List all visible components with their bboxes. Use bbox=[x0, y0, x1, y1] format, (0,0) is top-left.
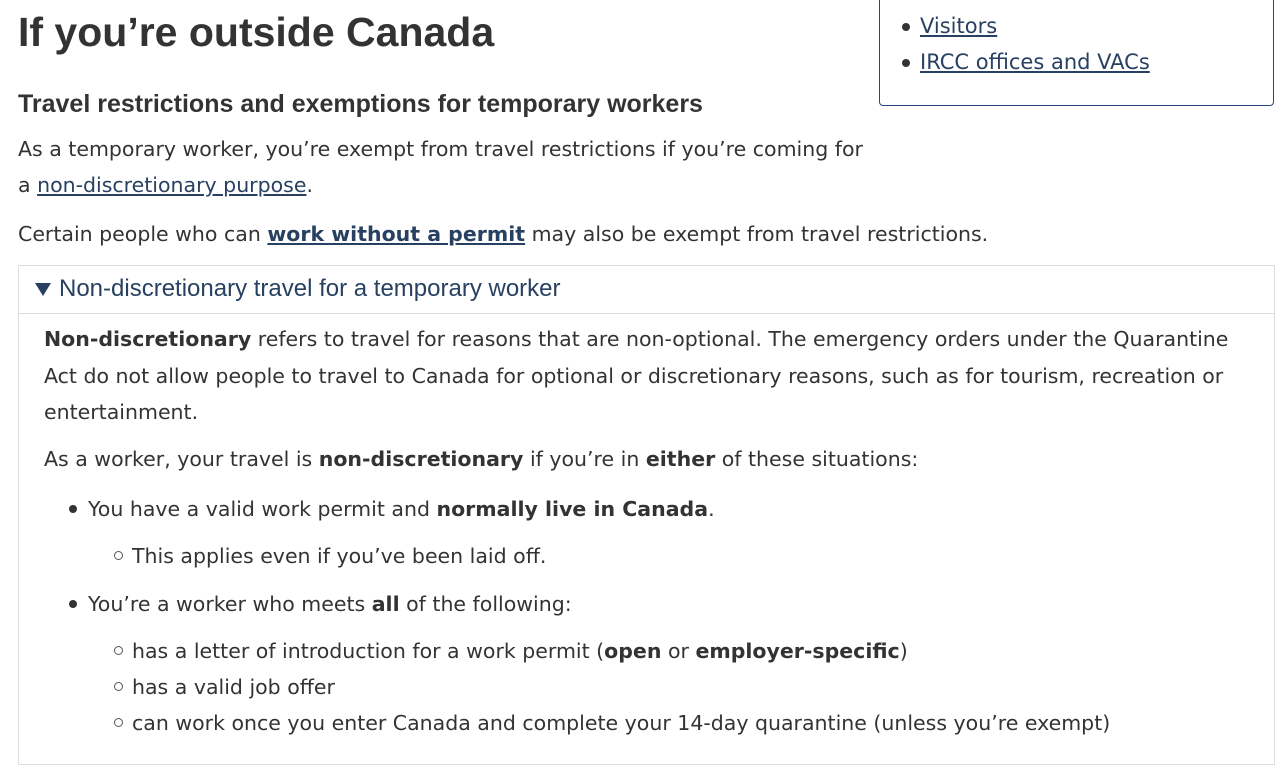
intro-text: of these situations: bbox=[715, 447, 919, 471]
item-bold-text: all bbox=[371, 592, 400, 616]
sub-item-bold-text: open bbox=[604, 639, 662, 663]
details-summary-label: Non-discretionary travel for a temporary worker bbox=[59, 275, 561, 302]
list-item bbox=[920, 44, 1150, 80]
situations-intro bbox=[44, 441, 918, 477]
sub-item-text: or bbox=[661, 639, 696, 663]
details-summary-toggle[interactable] bbox=[19, 266, 1274, 314]
item-text: You’re a worker who meets bbox=[88, 592, 372, 616]
item-text: of the following: bbox=[399, 592, 572, 616]
related-links-list bbox=[920, 8, 1150, 80]
link-visitors[interactable]: Visitors bbox=[920, 14, 998, 38]
sub-item-text: has a valid job offer bbox=[132, 675, 335, 699]
work-without-permit-paragraph bbox=[18, 216, 1218, 252]
sub-list-item bbox=[132, 633, 908, 669]
definition-term: Non-discretionary bbox=[44, 327, 252, 351]
paragraph-text: may also be exempt from travel restrictions. bbox=[525, 222, 989, 246]
intro-bold-text: either bbox=[645, 447, 716, 471]
sub-list-item bbox=[132, 705, 1110, 741]
intro-text: if you’re in bbox=[523, 447, 646, 471]
sub-list-item bbox=[132, 538, 546, 574]
section-heading: Travel restrictions and exemptions for temporary workers bbox=[18, 90, 703, 118]
expanded-triangle-icon bbox=[35, 283, 51, 296]
definition-paragraph bbox=[44, 321, 1244, 431]
sub-item-bold-text: employer-specific bbox=[695, 639, 900, 663]
details-panel bbox=[18, 265, 1275, 765]
page-title: If you’re outside Canada bbox=[18, 9, 495, 55]
intro-bold-text: non-discretionary bbox=[318, 447, 524, 471]
paragraph-text: Certain people who can bbox=[18, 222, 268, 246]
item-bold-text: normally live in Canada bbox=[436, 497, 709, 521]
intro-text: As a worker, your travel is bbox=[44, 447, 319, 471]
work-without-permit-link[interactable]: work without a permit bbox=[267, 222, 526, 246]
definition-text: refers to travel for reasons that are non-optional. The emergency orders under the Quarantine Act do not allow people to travel to Canada for optional or discretionary reasons, such as for tourism, recreation or entertainment. bbox=[44, 327, 1229, 424]
details-body bbox=[44, 321, 1244, 735]
paragraph-text: . bbox=[306, 173, 313, 197]
list-item bbox=[920, 8, 1150, 44]
sub-item-text: can work once you enter Canada and complete your 14-day quarantine (unless you’re exempt) bbox=[132, 711, 1111, 735]
list-item bbox=[88, 491, 715, 527]
related-links-box bbox=[879, 0, 1274, 106]
sub-item-text: This applies even if you’ve been laid off. bbox=[132, 544, 547, 568]
sub-list-item bbox=[132, 669, 335, 705]
sub-item-text: ) bbox=[899, 639, 908, 663]
item-text: . bbox=[708, 497, 715, 521]
paragraph-text: As a temporary worker, you’re exempt from travel restrictions if you’re coming for a bbox=[18, 137, 863, 197]
link-ircc-offices[interactable]: IRCC offices and VACs bbox=[920, 50, 1150, 74]
sub-item-text: has a letter of introduction for a work permit ( bbox=[132, 639, 605, 663]
list-item bbox=[88, 586, 572, 622]
non-discretionary-purpose-link[interactable]: non-discretionary purpose bbox=[37, 173, 307, 197]
item-text: You have a valid work permit and bbox=[88, 497, 437, 521]
exemption-paragraph bbox=[18, 131, 878, 203]
